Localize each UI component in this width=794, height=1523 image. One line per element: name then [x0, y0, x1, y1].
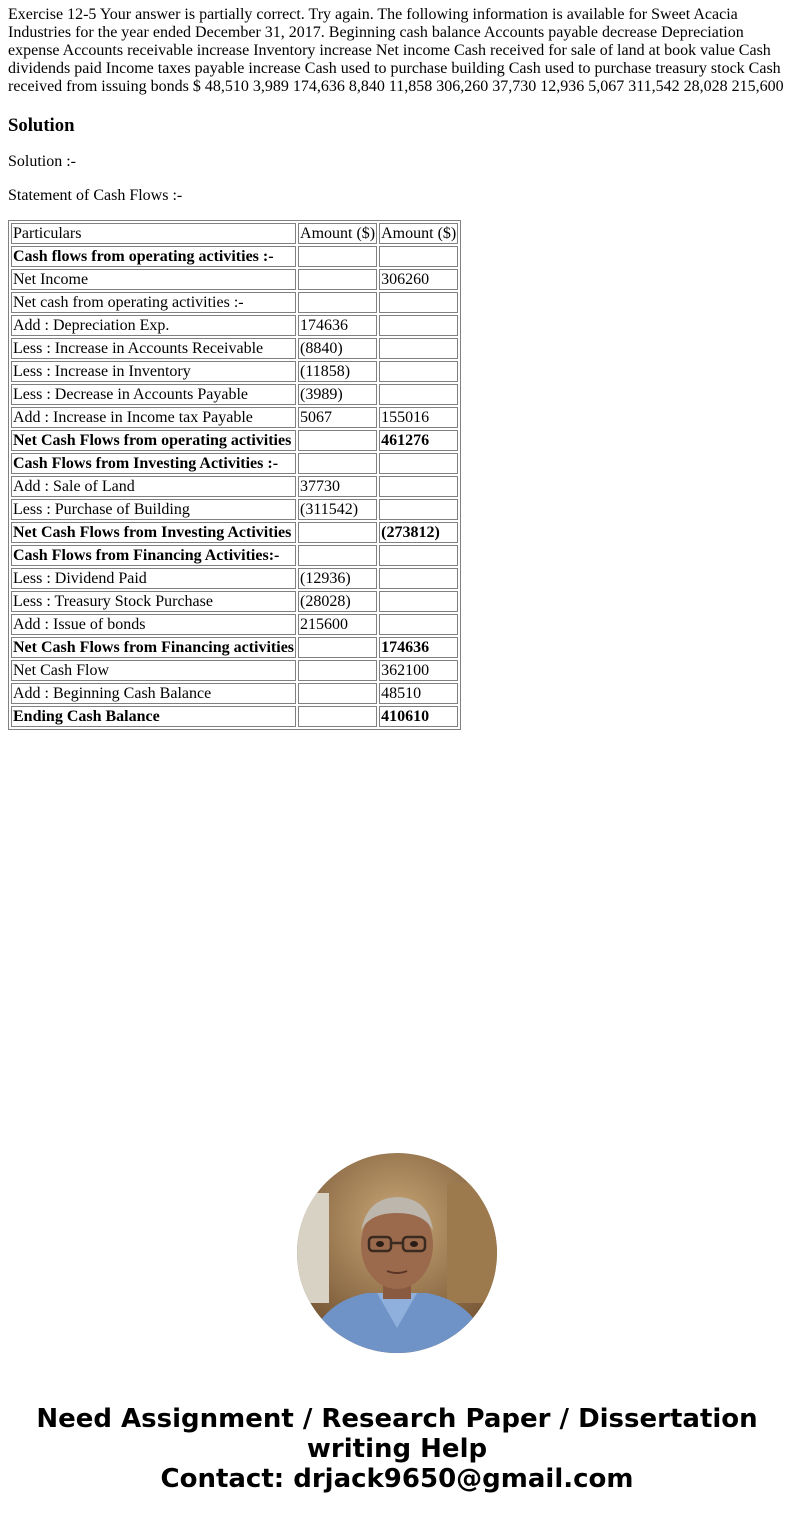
table-row [11, 637, 458, 658]
cell-amount-2: 461276 [379, 430, 458, 451]
table-row [11, 683, 458, 704]
table-row [11, 545, 458, 566]
cell-particulars: Add : Increase in Income tax Payable [11, 407, 296, 428]
cell-amount-1: (311542) [298, 499, 377, 520]
cell-amount-2 [379, 338, 458, 359]
cell-amount-1: (12936) [298, 568, 377, 589]
solution-label: Solution :- [8, 153, 77, 170]
table-row [11, 522, 458, 543]
cell-particulars: Add : Issue of bonds [11, 614, 296, 635]
table-row [11, 499, 458, 520]
cell-amount-2: 155016 [379, 407, 458, 428]
statement-title: Statement of Cash Flows :- [8, 187, 183, 204]
cell-particulars: Net Cash Flows from operating activities [11, 430, 296, 451]
cell-amount-1 [298, 269, 377, 290]
table-row [11, 614, 458, 635]
table-row [11, 591, 458, 612]
cell-amount-2 [379, 568, 458, 589]
cell-amount-2 [379, 476, 458, 497]
cell-amount-1 [298, 545, 377, 566]
cell-amount-1 [298, 292, 377, 313]
cell-amount-1: (28028) [298, 591, 377, 612]
header-amount-2: Amount ($) [381, 225, 457, 242]
table-header-row [11, 223, 458, 244]
cell-particulars: Add : Beginning Cash Balance [11, 683, 296, 704]
cell-amount-1 [298, 660, 377, 681]
document-content [8, 6, 788, 730]
table-row [11, 269, 458, 290]
cash-flow-table [8, 220, 461, 730]
table-row [11, 660, 458, 681]
table-row [11, 430, 458, 451]
cell-particulars: Ending Cash Balance [11, 706, 296, 727]
cell-amount-1 [298, 637, 377, 658]
table-row [11, 476, 458, 497]
cell-particulars: Add : Depreciation Exp. [11, 315, 296, 336]
author-photo [297, 1153, 497, 1353]
table-row [11, 315, 458, 336]
cell-amount-2 [379, 614, 458, 635]
cell-amount-1: (11858) [298, 361, 377, 382]
table-row [11, 407, 458, 428]
cell-particulars: Less : Increase in Accounts Receivable [11, 338, 296, 359]
table-row [11, 361, 458, 382]
cell-particulars: Cash Flows from Financing Activities:- [11, 545, 296, 566]
cell-particulars: Cash flows from operating activities :- [11, 246, 296, 267]
cell-amount-2 [379, 315, 458, 336]
cell-amount-2 [379, 545, 458, 566]
table-row [11, 453, 458, 474]
cell-amount-2: 174636 [379, 637, 458, 658]
footer-line-2: writing Help [306, 1434, 488, 1464]
solution-heading: Solution [8, 115, 75, 136]
cell-amount-2 [379, 453, 458, 474]
cell-particulars: Less : Treasury Stock Purchase [11, 591, 296, 612]
header-particulars: Particulars [11, 223, 296, 244]
cell-particulars: Cash Flows from Investing Activities :- [11, 453, 296, 474]
table-row [11, 384, 458, 405]
cell-amount-2: 362100 [379, 660, 458, 681]
cell-particulars: Less : Decrease in Accounts Payable [11, 384, 296, 405]
cell-particulars: Less : Dividend Paid [11, 568, 296, 589]
cell-particulars: Net Cash Flows from Investing Activities [11, 522, 296, 543]
cell-particulars: Less : Increase in Inventory [11, 361, 296, 382]
cell-amount-1: 215600 [298, 614, 377, 635]
cell-amount-1: (8840) [298, 338, 377, 359]
cell-amount-1: 174636 [298, 315, 377, 336]
header-amount-1: Amount ($) [300, 225, 376, 242]
cell-amount-2 [379, 361, 458, 382]
cell-amount-1: 5067 [298, 407, 377, 428]
table-row [11, 292, 458, 313]
footer-line-1: Need Assignment / Research Paper / Dissertation [36, 1404, 758, 1434]
table-row [11, 338, 458, 359]
cell-amount-1 [298, 246, 377, 267]
cell-amount-2 [379, 591, 458, 612]
cell-amount-1 [298, 683, 377, 704]
portrait-image [297, 1153, 497, 1353]
table-row [11, 568, 458, 589]
cell-amount-1 [298, 522, 377, 543]
table-row [11, 246, 458, 267]
cell-particulars: Net Income [11, 269, 296, 290]
cell-particulars: Net cash from operating activities :- [11, 292, 296, 313]
cell-amount-1: (3989) [298, 384, 377, 405]
cell-amount-2: 48510 [379, 683, 458, 704]
table-row [11, 706, 458, 727]
cell-amount-2: (273812) [379, 522, 458, 543]
cell-amount-1 [298, 706, 377, 727]
cell-amount-2 [379, 246, 458, 267]
cell-amount-2 [379, 499, 458, 520]
cell-particulars: Less : Purchase of Building [11, 499, 296, 520]
cell-particulars: Net Cash Flow [11, 660, 296, 681]
cell-amount-2: 410610 [379, 706, 458, 727]
cell-amount-2 [379, 292, 458, 313]
cell-amount-1 [298, 453, 377, 474]
cell-particulars: Net Cash Flows from Financing activities [13, 639, 295, 656]
cell-amount-2 [379, 384, 458, 405]
cell-amount-1 [298, 430, 377, 451]
question-text: Exercise 12-5 Your answer is partially correct. Try again. The following information is available for Sweet Acacia Industries for the year ended December 31, 2017. Beginning cash balance Accounts payable decrease Depreciation expense Accounts receivable increase Inventory increase Net income Cash received for sale of land at book value Cash dividends paid Income taxes payable increase Cash used to purchase building Cash used to purchase treasury stock Cash received from issuing bonds $ 48,510 3,989 174,636 8,840 11,858 306,260 37,730 12,936 5,067 311,542 28,028 215,600 [8, 6, 784, 95]
footer-line-3: Contact: drjack9650@gmail.com [160, 1464, 634, 1494]
footer-contact-banner [0, 1404, 794, 1494]
cell-particulars: Add : Sale of Land [11, 476, 296, 497]
cell-amount-2: 306260 [379, 269, 458, 290]
cell-amount-1: 37730 [298, 476, 377, 497]
